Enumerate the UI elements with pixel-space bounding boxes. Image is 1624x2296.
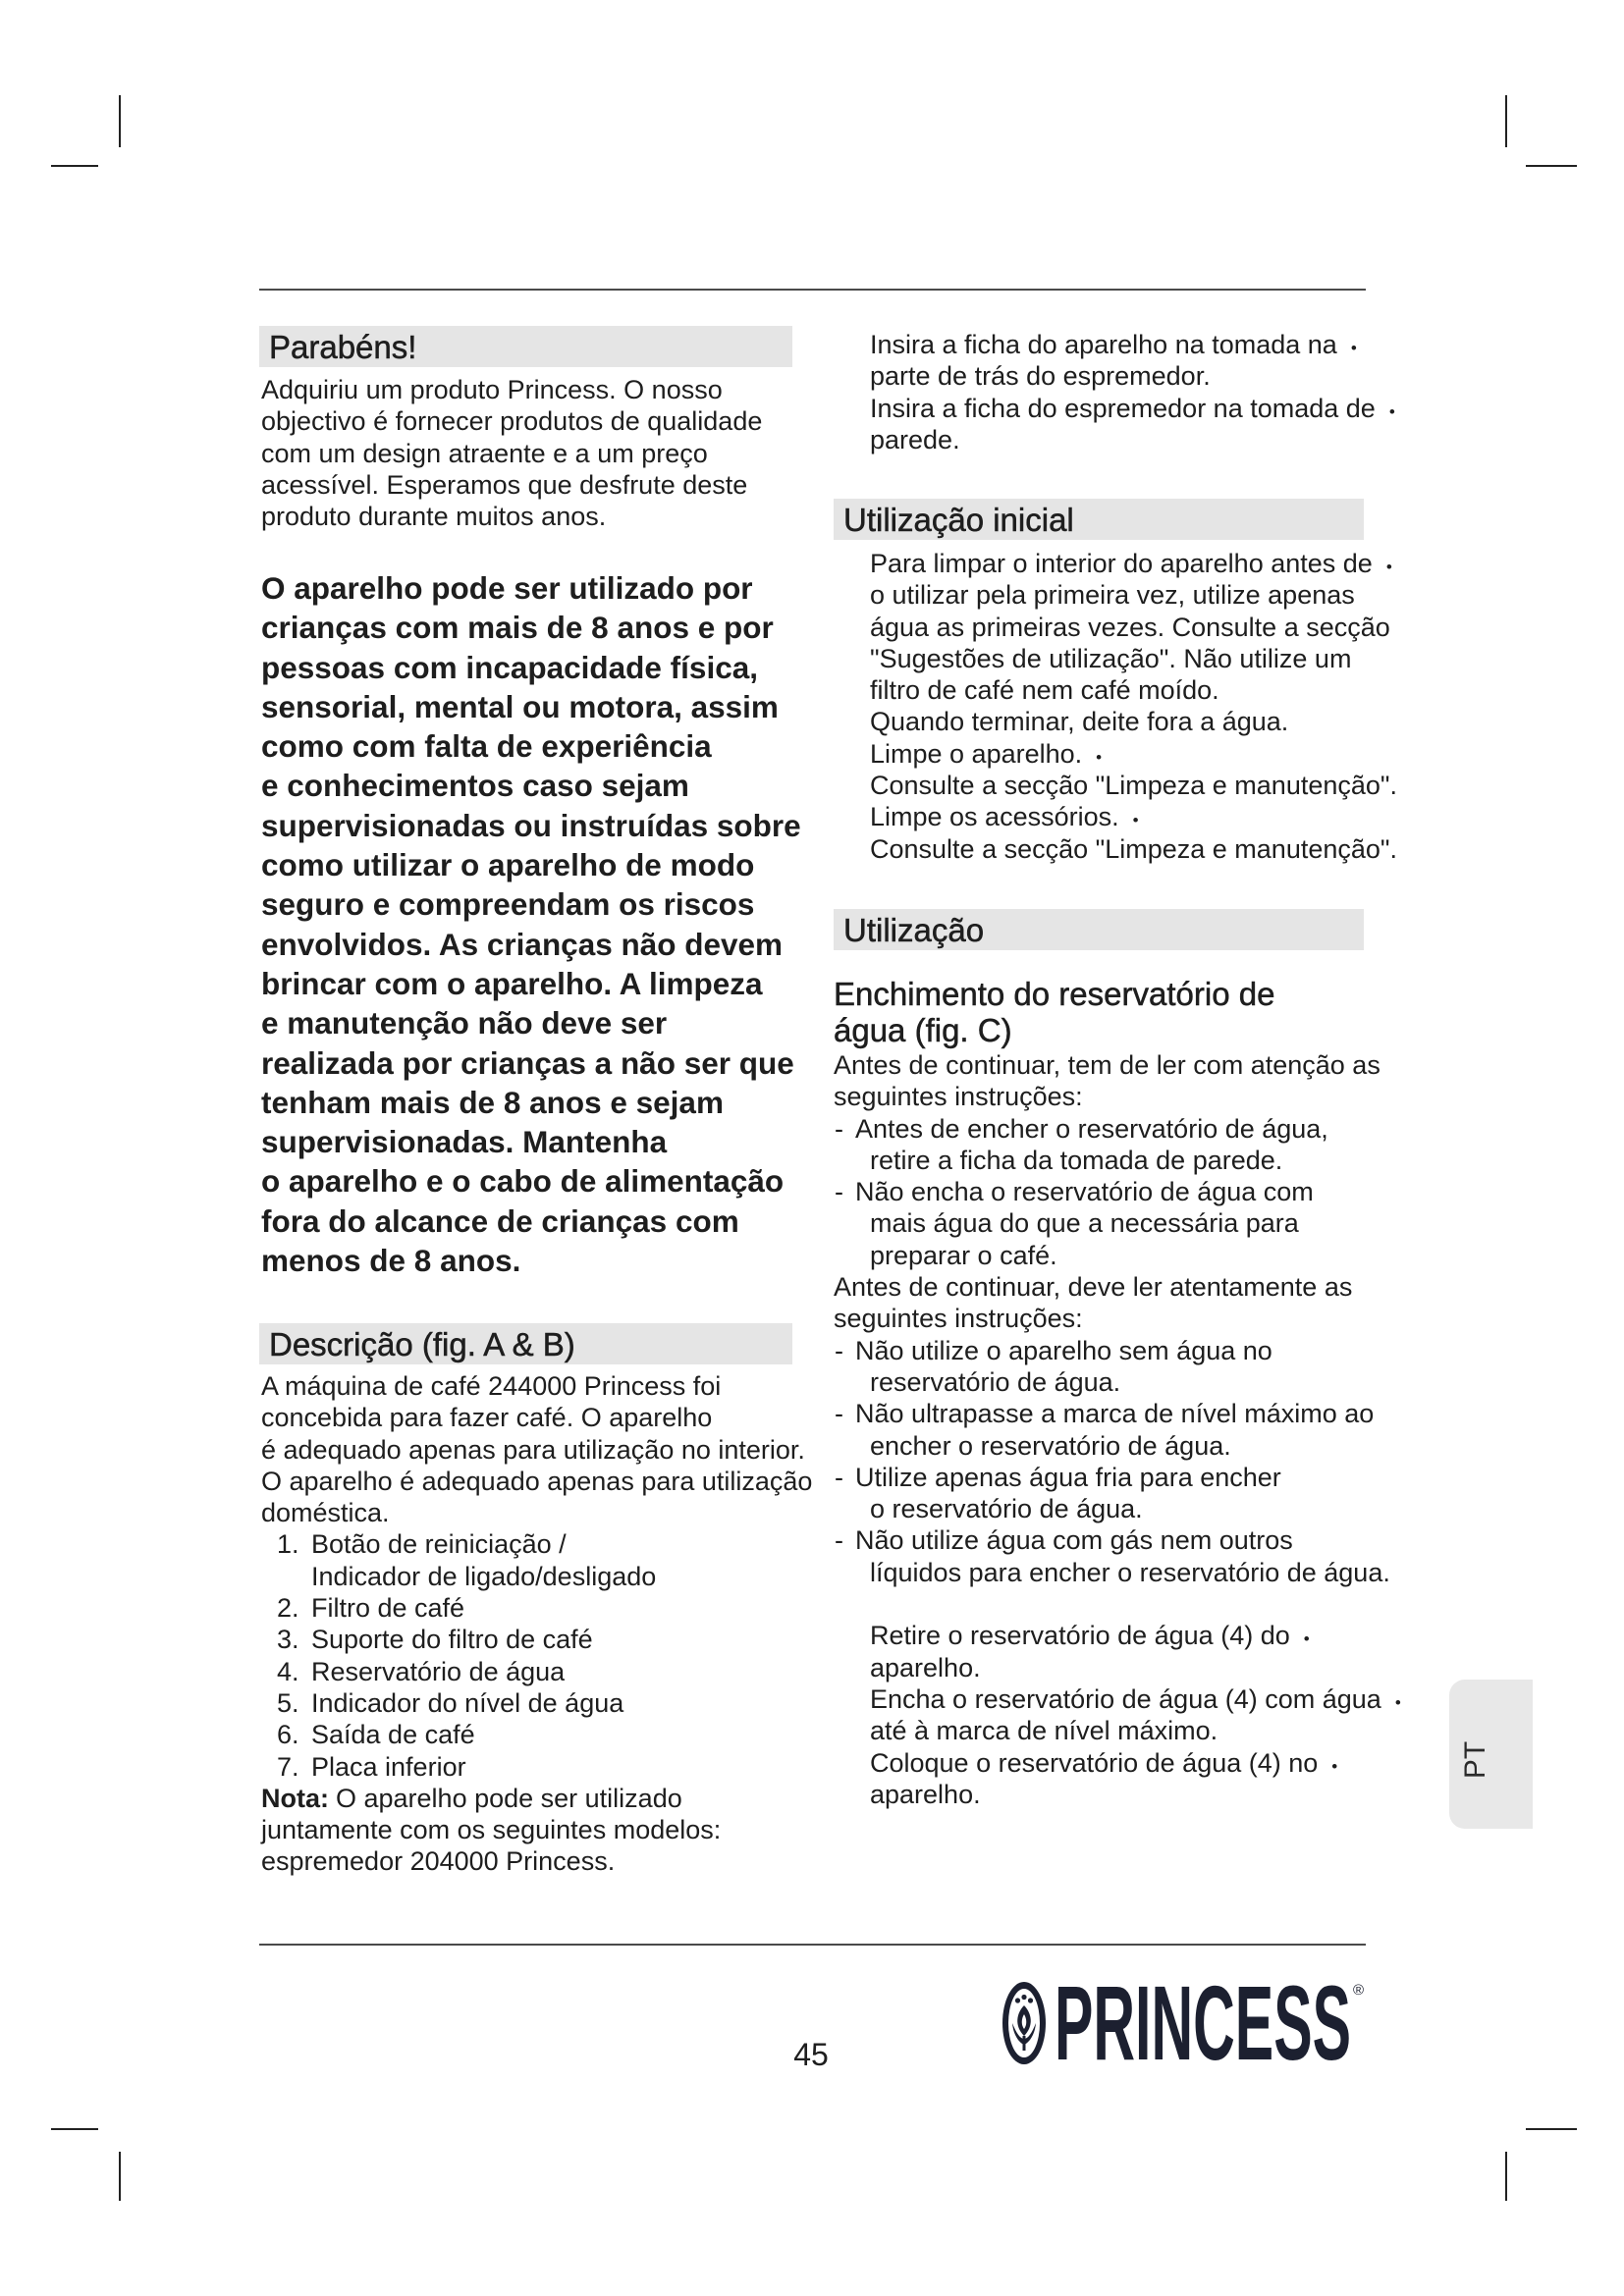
subheading-line: Enchimento do reservatório de [834, 976, 1275, 1012]
section-heading-initial-use: Utilização inicial [834, 499, 1364, 540]
dash-marker: - [835, 1399, 843, 1429]
step-line: até à marca de nível máximo. [870, 1716, 1218, 1746]
top-rule [259, 289, 1366, 291]
step-line: o utilizar pela primeira vez, utilize apenas [870, 580, 1355, 611]
bullet-icon: • [1331, 1756, 1338, 1776]
precaution-text: Não encha o reservatório de água com [855, 1177, 1314, 1207]
description-text [261, 1370, 812, 1878]
note-line [261, 1783, 812, 1814]
instruction-item [834, 1524, 1401, 1556]
spacer [834, 1588, 1401, 1620]
dash-marker: - [835, 1335, 843, 1365]
part-item [261, 1656, 812, 1687]
bullet-icon: • [1132, 811, 1139, 830]
part-number: 5. [277, 1687, 299, 1718]
step-text: Coloque o reservatório de água (4) no [870, 1747, 1319, 1778]
part-item-continued [261, 1561, 812, 1592]
text-line: doméstica. [261, 1498, 390, 1528]
text-line: Antes de continuar, deve ler atentamente as [834, 1272, 1353, 1303]
warning-line: menos de 8 anos. [261, 1243, 521, 1279]
part-label: Indicador de ligado/desligado [311, 1561, 657, 1591]
text-line: produto durante muitos anos. [261, 502, 607, 532]
dash-marker: - [835, 1525, 843, 1556]
instruction-text: Utilize apenas água fria para encher [855, 1462, 1281, 1492]
crop-mark [119, 2152, 121, 2201]
subheading-line: água (fig. C) [834, 1012, 1012, 1048]
crop-mark [1505, 95, 1507, 147]
bullet-icon: • [1385, 558, 1392, 576]
text-line: com um design atraente e a um preço [261, 438, 708, 468]
crop-mark [51, 2128, 98, 2130]
step-line: "Sugestões de utilização". Não utilize um [870, 643, 1352, 673]
warning-line: supervisionadas ou instruídas sobre [261, 807, 801, 843]
step-line: Consulte a secção "Limpeza e manutenção". [870, 771, 1397, 801]
text-line: O aparelho é adequado apenas para utilização [261, 1466, 813, 1496]
warning-line: e manutenção não deve ser [261, 1005, 668, 1041]
dash-marker: - [835, 1462, 843, 1492]
warning-line: como utilizar o aparelho de modo [261, 847, 755, 883]
step-line: parede. [870, 424, 960, 454]
section-heading-usage: Utilização [834, 909, 1364, 950]
step-line [834, 1683, 1401, 1715]
step-line [834, 393, 1395, 424]
part-label: Placa inferior [311, 1751, 466, 1782]
part-item [261, 1528, 812, 1560]
part-item [261, 1687, 812, 1719]
step-line: aparelho. [870, 1652, 981, 1682]
crop-mark [51, 165, 98, 167]
part-label: Reservatório de água [311, 1656, 566, 1686]
precaution-continued: mais água do que a necessária para [870, 1208, 1299, 1239]
precaution-text: Antes de encher o reservatório de água, [855, 1113, 1328, 1144]
step-line [834, 738, 1397, 770]
bullet-icon: • [1388, 401, 1395, 421]
plug-steps [834, 329, 1395, 455]
step-line: parte de trás do espremedor. [870, 361, 1211, 392]
congratulations-text [261, 374, 762, 532]
step-line: aparelho. [870, 1779, 981, 1809]
precaution-continued: preparar o café. [870, 1240, 1057, 1270]
text-line: A máquina de café 244000 Princess foi [261, 1371, 722, 1401]
bullet-icon: • [1303, 1629, 1310, 1649]
part-label: Filtro de café [311, 1593, 465, 1624]
step-line [834, 1620, 1401, 1651]
text-line: seguintes instruções: [834, 1082, 1083, 1112]
note-line: espremedor 204000 Princess. [261, 1846, 616, 1877]
section-heading-congratulations: Parabéns! [259, 326, 792, 367]
logo-emblem-icon [1002, 1982, 1046, 2064]
instruction-continued: o reservatório de água. [870, 1494, 1143, 1524]
step-text: Limpe o aparelho. [870, 738, 1083, 769]
part-label: Botão de reiniciação / [311, 1529, 567, 1560]
step-text: Insira a ficha do aparelho na tomada na [870, 330, 1337, 359]
warning-line: seguro e compreendam os riscos [261, 886, 755, 923]
initial-use-steps [834, 548, 1397, 865]
step-line: filtro de café nem café moído. [870, 675, 1219, 706]
step-text: Encha o reservatório de água (4) com água [870, 1683, 1381, 1714]
precaution-item [834, 1176, 1401, 1207]
step-line: água as primeiras vezes. Consulte a secção [870, 612, 1390, 642]
warning-line: brincar com o aparelho. A limpeza [261, 965, 763, 1001]
crop-mark [1505, 2152, 1507, 2201]
crop-mark [119, 95, 121, 147]
logo-wordmark: PRINCESS [1055, 1975, 1351, 2067]
bullet-icon: • [1394, 1692, 1401, 1712]
part-number: 1. [277, 1529, 299, 1560]
part-number: 2. [277, 1593, 299, 1624]
step-line [834, 548, 1397, 579]
part-item [261, 1592, 812, 1624]
warning-line: pessoas com incapacidade física, [261, 649, 758, 685]
text-line: Adquiriu um produto Princess. O nosso [261, 375, 723, 404]
instruction-item [834, 1462, 1401, 1493]
instruction-continued: líquidos para encher o reservatório de água. [870, 1557, 1390, 1587]
part-number: 6. [277, 1720, 299, 1750]
bullet-icon: • [1096, 747, 1103, 767]
text-line: Antes de continuar, tem de ler com atenção as [834, 1050, 1380, 1080]
safety-warning [261, 568, 801, 1280]
bottom-rule [259, 1944, 1366, 1946]
part-label: Indicador do nível de água [311, 1687, 624, 1718]
crop-mark [1526, 165, 1577, 167]
note-line: juntamente com os seguintes modelos: [261, 1815, 722, 1845]
page-number: 45 [793, 2037, 829, 2072]
note-text: O aparelho pode ser utilizado [336, 1783, 682, 1813]
step-line [834, 801, 1397, 832]
language-tab-label: PT [1459, 1740, 1491, 1780]
instruction-item [834, 1335, 1401, 1366]
part-label: Suporte do filtro de café [311, 1625, 593, 1655]
warning-line: crianças com mais de 8 anos e por [261, 610, 774, 646]
step-line: Quando terminar, deite fora a água. [870, 707, 1289, 737]
warning-line: O aparelho pode ser utilizado por [261, 570, 753, 606]
part-number: 4. [277, 1656, 299, 1686]
section-heading-description: Descrição (fig. A & B) [259, 1323, 792, 1364]
warning-line: fora do alcance de crianças com [261, 1202, 739, 1239]
crop-mark [1526, 2128, 1577, 2130]
instruction-text: Não utilize água com gás nem outros [855, 1525, 1293, 1556]
instruction-text: Não ultrapasse a marca de nível máximo ao [855, 1399, 1375, 1429]
step-line [834, 329, 1395, 360]
step-text: Para limpar o interior do aparelho antes de [870, 549, 1373, 578]
precaution-item [834, 1113, 1401, 1145]
warning-line: sensorial, mental ou motora, assim [261, 688, 779, 724]
warning-line: supervisionadas. Mantenha [261, 1124, 668, 1160]
warning-line: como com falta de experiência [261, 728, 712, 765]
step-line: Consulte a secção "Limpeza e manutenção". [870, 833, 1397, 864]
part-item [261, 1751, 812, 1783]
step-text: Retire o reservatório de água (4) do [870, 1621, 1290, 1651]
instruction-text: Não utilize o aparelho sem água no [855, 1335, 1272, 1365]
logo-registered-mark: ® [1353, 1982, 1365, 1999]
text-line: seguintes instruções: [834, 1304, 1083, 1334]
bullet-icon: • [1350, 339, 1357, 357]
text-line: objectivo é fornecer produtos de qualidade [261, 406, 763, 437]
part-number: 3. [277, 1625, 299, 1655]
warning-line: e conhecimentos caso sejam [261, 768, 689, 804]
princess-logo [1000, 1975, 1369, 2067]
warning-line: envolvidos. As crianças não devem [261, 926, 784, 962]
dash-marker: - [835, 1177, 843, 1207]
text-line: concebida para fazer café. O aparelho [261, 1403, 713, 1433]
usage-subheading [834, 976, 1274, 1048]
note-label: Nota: [261, 1783, 329, 1813]
warning-line: o aparelho e o cabo de alimentação [261, 1163, 785, 1200]
usage-text [834, 1049, 1401, 1810]
precaution-continued: retire a ficha da tomada de parede. [870, 1145, 1283, 1175]
warning-line: realizada por crianças a não ser que [261, 1044, 794, 1081]
instruction-continued: reservatório de água. [870, 1366, 1121, 1397]
instruction-continued: encher o reservatório de água. [870, 1430, 1231, 1461]
step-text: Insira a ficha do espremedor na tomada de [870, 393, 1376, 423]
part-number: 7. [277, 1751, 299, 1782]
text-line: é adequado apenas para utilização no interior. [261, 1434, 805, 1465]
part-item [261, 1719, 812, 1750]
dash-marker: - [835, 1113, 843, 1144]
part-label: Saída de café [311, 1720, 475, 1750]
language-tab [1449, 1680, 1533, 1829]
instruction-item [834, 1398, 1401, 1429]
step-line [834, 1747, 1401, 1779]
text-line: acessível. Esperamos que desfrute deste [261, 469, 748, 500]
step-text: Limpe os acessórios. [870, 802, 1119, 832]
part-item [261, 1624, 812, 1655]
warning-line: tenham mais de 8 anos e sejam [261, 1084, 724, 1120]
